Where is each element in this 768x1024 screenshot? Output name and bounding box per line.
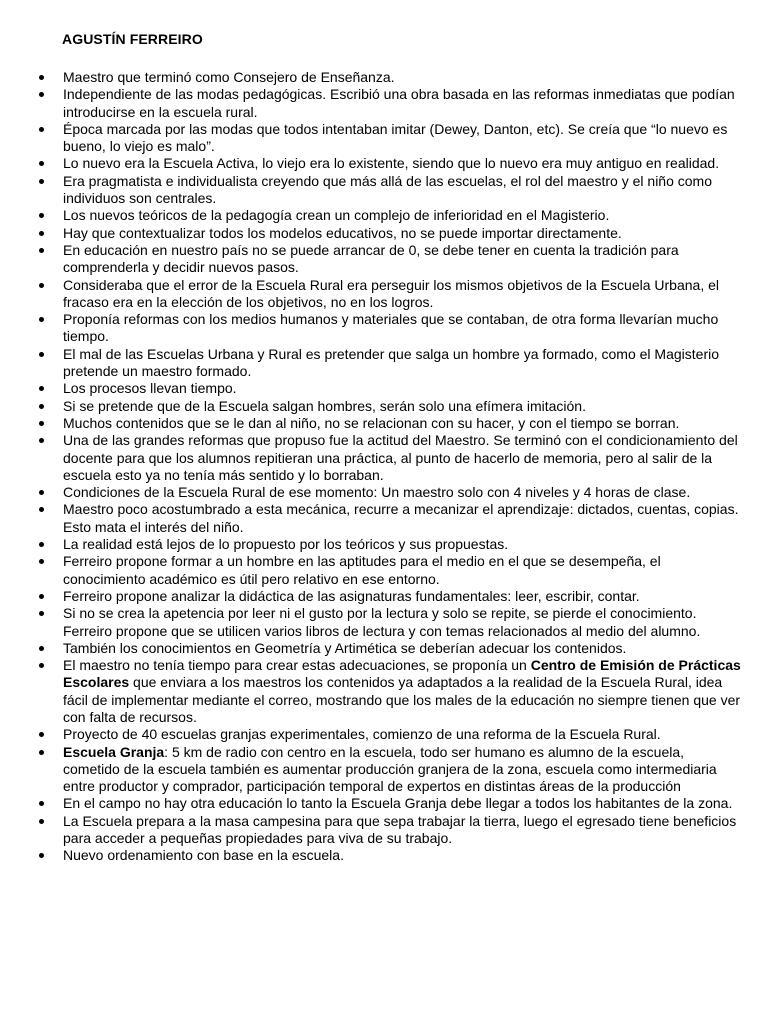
list-item: Nuevo ordenamiento con base en la escuela. bbox=[38, 847, 744, 864]
list-item: En educación en nuestro país no se puede arrancar de 0, se debe tener en cuenta la tradición para comprenderla y decidir nuevos pasos. bbox=[38, 242, 744, 277]
list-item: Los procesos llevan tiempo. bbox=[38, 380, 744, 397]
list-item: Hay que contextualizar todos los modelos educativos, no se puede importar directamente. bbox=[38, 225, 744, 242]
list-item bbox=[38, 657, 744, 726]
item-bold-text: Escuela Granja bbox=[63, 743, 165, 760]
list-item: Si no se crea la apetencia por leer ni el gusto por la lectura y solo se repite, se pierde el conocimiento. Ferreiro propone que se utilicen varios libros de lectura y con temas relacionados al medio del alumno. bbox=[38, 605, 744, 640]
list-item: Consideraba que el error de la Escuela Rural era perseguir los mismos objetivos de la Escuela Urbana, el fracaso era en la elección de los objetivos, no en los logros. bbox=[38, 277, 744, 312]
list-item: Independiente de las modas pedagógicas. Escribió una obra basada en las reformas inmediatas que podían introducirse en la escuela rural. bbox=[38, 86, 744, 121]
list-item: Una de las grandes reformas que propuso fue la actitud del Maestro. Se terminó con el condicionamiento del docente para que los alumnos repitieran una práctica, al punto de hacerlo de memoria, pero al salir de la escuela esto ya no tenía más sentido y lo borraban. bbox=[38, 432, 744, 484]
list-item: El mal de las Escuelas Urbana y Rural es pretender que salga un hombre ya formado, como el Magisterio pretende un maestro formado. bbox=[38, 346, 744, 381]
item-bold-text: Centro de Emisión de Prácticas Escolares bbox=[63, 657, 741, 691]
list-item: Condiciones de la Escuela Rural de ese momento: Un maestro solo con 4 niveles y 4 horas de clase. bbox=[38, 484, 744, 501]
item-text: El maestro no tenía tiempo para crear estas adecuaciones, se proponía un bbox=[63, 657, 531, 674]
list-item: La Escuela prepara a la masa campesina para que sepa trabajar la tierra, luego el egresado tiene beneficios para acceder a pequeñas propiedades para viva de su trabajo. bbox=[38, 813, 744, 848]
list-item: Muchos contenidos que se le dan al niño, no se relacionan con su hacer, y con el tiempo se borran. bbox=[38, 415, 744, 432]
list-item: Época marcada por las modas que todos intentaban imitar (Dewey, Danton, etc). Se creía que “lo nuevo es bueno, lo viejo es malo”. bbox=[38, 121, 744, 156]
list-item: En el campo no hay otra educación lo tanto la Escuela Granja debe llegar a todos los habitantes de la zona. bbox=[38, 795, 744, 812]
document-title: AGUSTÍN FERREIRO bbox=[62, 31, 203, 47]
list-item: Ferreiro propone formar a un hombre en las aptitudes para el medio en el que se desempeña, el conocimiento académico es útil pero relativo en ese entorno. bbox=[38, 553, 744, 588]
list-item: Si se pretende que de la Escuela salgan hombres, serán solo una efímera imitación. bbox=[38, 398, 744, 415]
list-item bbox=[38, 744, 744, 796]
bullet-list bbox=[38, 69, 744, 865]
item-text: : 5 km de radio con centro en la escuela, todo ser humano es alumno de la escuela, cometido de la escuela también es aumentar producción granjera de la zona, escuela como intermediaria entre productor y comprador, participación temporal de expertos en distintas áreas de la producción bbox=[63, 743, 717, 795]
list-item: Proyecto de 40 escuelas granjas experimentales, comienzo de una reforma de la Escuela Rural. bbox=[38, 726, 744, 743]
list-item: Maestro que terminó como Consejero de Enseñanza. bbox=[38, 69, 744, 86]
list-item: Maestro poco acostumbrado a esta mecánica, recurre a mecanizar el aprendizaje: dictados, cuentas, copias. Esto mata el interés del niño. bbox=[38, 501, 744, 536]
list-item: Ferreiro propone analizar la didáctica de las asignaturas fundamentales: leer, escribir, contar. bbox=[38, 588, 744, 605]
list-item: También los conocimientos en Geometría y Artimética se deberían adecuar los contenidos. bbox=[38, 640, 744, 657]
item-text: que enviara a los maestros los contenidos ya adaptados a la realidad de la Escuela Rural, idea fácil de implementar mediante el correo, mostrando que los males de la educación no siempre tienen que ver con falta de recursos. bbox=[63, 674, 741, 725]
list-item: Era pragmatista e individualista creyendo que más allá de las escuelas, el rol del maestro y el niño como individuos son centrales. bbox=[38, 173, 744, 208]
list-item: Proponía reformas con los medios humanos y materiales que se contaban, de otra forma llevarían mucho tiempo. bbox=[38, 311, 744, 346]
list-item: La realidad está lejos de lo propuesto por los teóricos y sus propuestas. bbox=[38, 536, 744, 553]
list-item: Lo nuevo era la Escuela Activa, lo viejo era lo existente, siendo que lo nuevo era muy antiguo en realidad. bbox=[38, 155, 744, 172]
list-item: Los nuevos teóricos de la pedagogía crean un complejo de inferioridad en el Magisterio. bbox=[38, 207, 744, 224]
